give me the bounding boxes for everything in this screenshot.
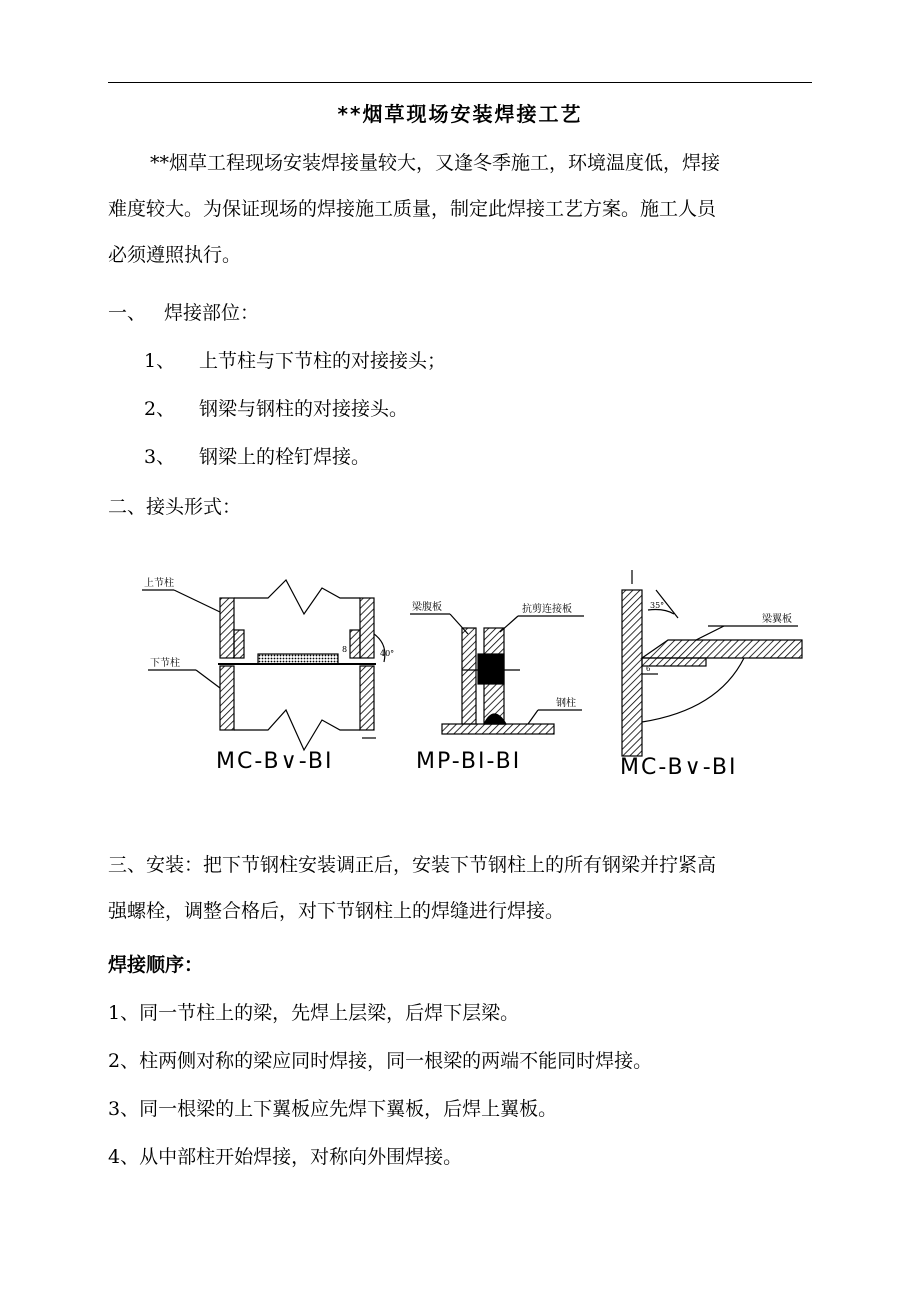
- intro-paragraph-cont: [108, 186, 814, 278]
- sequence-item: 1、同一节柱上的梁，先焊上层梁，后焊下层梁。: [108, 1002, 520, 1024]
- item-text: 钢梁上的栓钉焊接。: [199, 446, 371, 468]
- flange-joint-detail: [622, 570, 802, 756]
- label-steel-column: 钢柱: [556, 698, 576, 709]
- label-dim-6: 6: [646, 665, 651, 673]
- item-text: 钢梁与钢柱的对接接头。: [199, 398, 409, 420]
- section1-text: 焊接部位：: [164, 302, 260, 324]
- section1-item: [144, 346, 446, 373]
- section1-item: [144, 442, 370, 469]
- item-text: 上节柱与下节柱的对接接头；: [199, 350, 447, 372]
- label-shear-plate: 抗剪连接板: [522, 604, 572, 615]
- sequence-item: 2、柱两侧对称的梁应同时焊接，同一根梁的两端不能同时焊接。: [108, 1050, 653, 1072]
- label-dim-40: 40°: [380, 649, 395, 658]
- label-flange-plate: 梁翼板: [762, 614, 792, 625]
- item-num: 2、: [144, 398, 176, 420]
- intro-paragraph: [108, 140, 814, 186]
- section1-num: 一、: [108, 302, 147, 324]
- sequence-heading: 焊接顺序：: [108, 954, 204, 976]
- intro-line: **烟草工程现场安装焊接量较大，又逢冬季施工，环境温度低，焊接: [150, 152, 721, 174]
- caption-2: MP-BI-BI: [416, 749, 522, 774]
- item-num: 3、: [144, 446, 176, 468]
- section3-line: 三、安装：把下节钢柱安装调正后，安装下节钢柱上的所有钢梁并拧紧高: [108, 854, 717, 876]
- intro-line: 必须遵照执行。: [108, 244, 242, 266]
- web-joint-detail: [410, 614, 584, 734]
- sequence-item: 4、从中部柱开始焊接，对称向外围焊接。: [108, 1146, 463, 1168]
- label-web-plate: 梁腹板: [412, 602, 442, 613]
- label-lower-column: 下节柱: [150, 658, 180, 669]
- section3-paragraph: [108, 842, 814, 934]
- label-dim-35: 35°: [650, 601, 665, 610]
- section1-heading: [108, 298, 259, 325]
- intro-line: 难度较大。为保证现场的焊接施工质量，制定此焊接工艺方案。施工人员: [108, 198, 717, 220]
- header-rule: [108, 82, 812, 83]
- section1-item: [144, 394, 408, 421]
- section3-line: 强螺栓，调整合格后，对下节钢柱上的焊缝进行焊接。: [108, 900, 565, 922]
- section2-heading: 二、接头形式：: [108, 496, 242, 518]
- document-title: **烟草现场安装焊接工艺: [337, 102, 583, 126]
- item-num: 1、: [144, 350, 176, 372]
- label-dim-8: 8: [342, 645, 348, 654]
- joint-diagram: [108, 570, 820, 790]
- label-upper-column: 上节柱: [144, 578, 174, 589]
- caption-3: MC-B∨-BI: [620, 755, 738, 780]
- sequence-item: 3、同一根梁的上下翼板应先焊下翼板，后焊上翼板。: [108, 1098, 558, 1120]
- caption-1: MC-B∨-BI: [216, 749, 334, 774]
